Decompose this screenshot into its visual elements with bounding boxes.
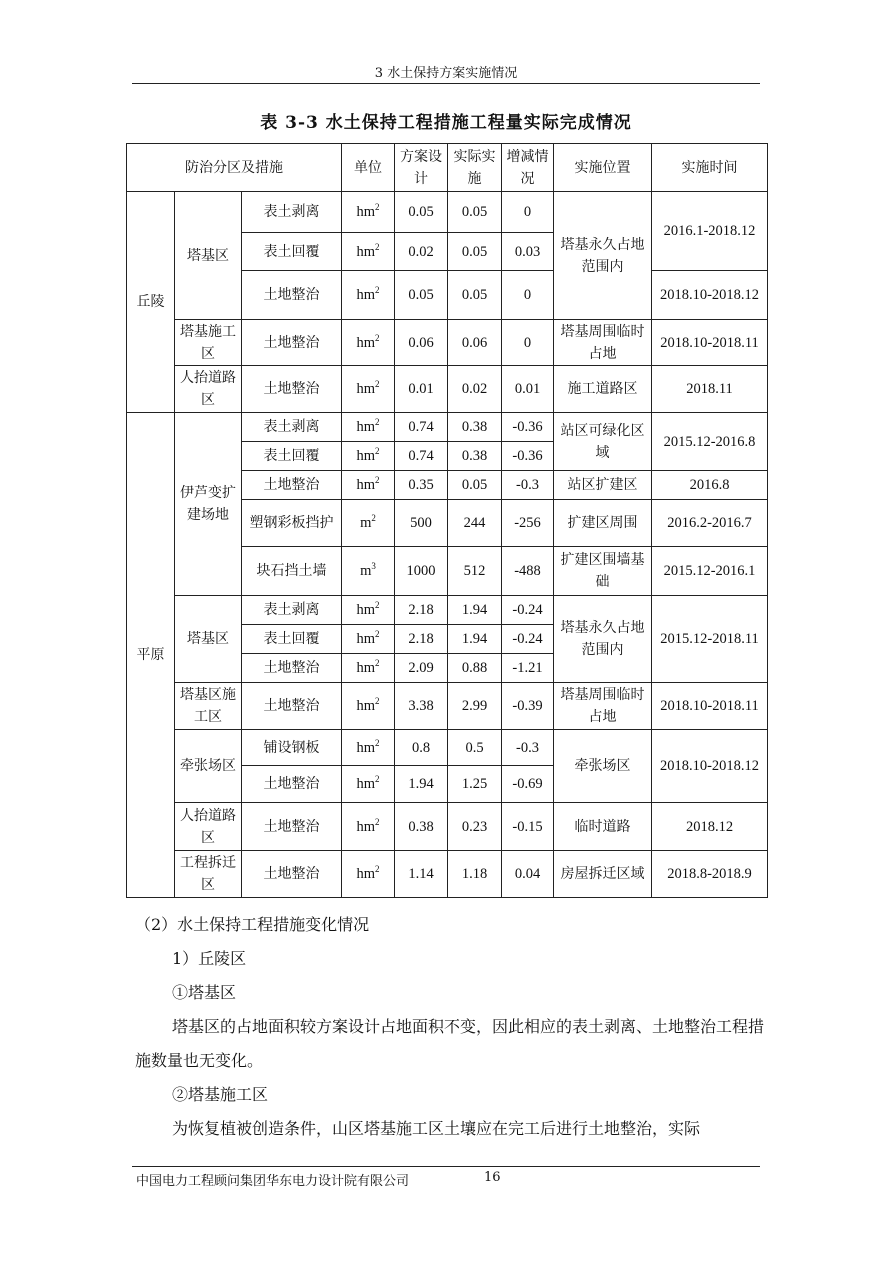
measure-cell: 表土剥离	[242, 596, 342, 625]
location-cell: 牵张场区	[554, 730, 652, 803]
location-cell: 站区可绿化区域	[554, 413, 652, 471]
table-row	[127, 320, 768, 366]
location-cell: 房屋拆迁区域	[554, 851, 652, 898]
measure-cell: 表土剥离	[242, 413, 342, 442]
actual-cell: 0.05	[448, 233, 502, 271]
design-cell: 0.02	[395, 233, 448, 271]
measure-cell: 表土回覆	[242, 625, 342, 654]
actual-cell: 0.06	[448, 320, 502, 366]
design-cell: 2.09	[395, 654, 448, 683]
measure-cell: 土地整治	[242, 654, 342, 683]
region-cell: 平原	[127, 413, 175, 898]
diff-cell: -0.69	[502, 766, 554, 803]
time-cell: 2015.12-2018.11	[652, 596, 768, 683]
time-cell: 2015.12-2016.1	[652, 547, 768, 596]
actual-cell: 244	[448, 500, 502, 547]
location-cell: 塔基周围临时占地	[554, 320, 652, 366]
col-header-time: 实施时间	[652, 144, 768, 192]
body-text	[135, 908, 765, 1146]
region-cell: 丘陵	[127, 192, 175, 413]
time-cell: 2018.10-2018.11	[652, 320, 768, 366]
location-cell: 塔基永久占地范围内	[554, 596, 652, 683]
time-cell: 2018.12	[652, 803, 768, 851]
unit-cell: $hm^2$	[342, 730, 395, 766]
unit-cell: $hm^2$	[342, 271, 395, 320]
actual-cell: 0.05	[448, 192, 502, 233]
table-header-row	[127, 144, 768, 192]
design-cell: 0.01	[395, 366, 448, 413]
location-cell: 临时道路	[554, 803, 652, 851]
design-cell: 2.18	[395, 625, 448, 654]
actual-cell: 0.38	[448, 413, 502, 442]
running-header: 3 水土保持方案实施情况	[374, 66, 518, 81]
actual-cell: 0.02	[448, 366, 502, 413]
time-cell: 2016.1-2018.12	[652, 192, 768, 271]
subsection-heading: ①塔基区	[172, 983, 237, 1002]
actual-cell: 0.88	[448, 654, 502, 683]
measure-cell: 土地整治	[242, 766, 342, 803]
zone-cell: 塔基区	[175, 596, 242, 683]
time-cell: 2015.12-2016.8	[652, 413, 768, 471]
measure-cell: 土地整治	[242, 471, 342, 500]
measure-cell: 铺设钢板	[242, 730, 342, 766]
unit-cell: $m^2$	[342, 500, 395, 547]
diff-cell: -0.3	[502, 471, 554, 500]
diff-cell: -488	[502, 547, 554, 596]
table-row	[127, 683, 768, 730]
col-header-diff: 增减情况	[502, 144, 554, 192]
unit-cell: $hm^2$	[342, 596, 395, 625]
actual-cell: 0.23	[448, 803, 502, 851]
design-cell: 0.74	[395, 442, 448, 471]
measure-cell: 表土回覆	[242, 233, 342, 271]
diff-cell: -256	[502, 500, 554, 547]
measure-cell: 土地整治	[242, 271, 342, 320]
diff-cell: -1.21	[502, 654, 554, 683]
location-cell: 施工道路区	[554, 366, 652, 413]
measure-cell: 表土剥离	[242, 192, 342, 233]
actual-cell: 1.18	[448, 851, 502, 898]
table-row	[127, 803, 768, 851]
col-header-actual: 实际实施	[448, 144, 502, 192]
unit-cell: $hm^2$	[342, 320, 395, 366]
diff-cell: -0.24	[502, 596, 554, 625]
time-cell: 2016.8	[652, 471, 768, 500]
diff-cell: 0.04	[502, 851, 554, 898]
footer-rule	[132, 1166, 760, 1167]
design-cell: 0.05	[395, 271, 448, 320]
design-cell: 0.05	[395, 192, 448, 233]
unit-cell: $hm^2$	[342, 233, 395, 271]
measure-cell: 塑钢彩板挡护	[242, 500, 342, 547]
paragraph: 塔基区的占地面积较方案设计占地面积不变，因此相应的表土剥离、土地整治工程措施数量也无变化。	[135, 1017, 765, 1070]
unit-cell: $hm^2$	[342, 413, 395, 442]
unit-cell: $hm^2$	[342, 192, 395, 233]
time-cell: 2018.11	[652, 366, 768, 413]
zone-cell: 工程拆迁区	[175, 851, 242, 898]
unit-cell: $hm^2$	[342, 471, 395, 500]
diff-cell: 0	[502, 192, 554, 233]
col-header-zone: 防治分区及措施	[127, 144, 342, 192]
table-row	[127, 192, 768, 233]
subsection-heading: 1）丘陵区	[172, 949, 247, 968]
design-cell: 1.14	[395, 851, 448, 898]
zone-cell: 塔基施工区	[175, 320, 242, 366]
diff-cell: 0.01	[502, 366, 554, 413]
measures-table	[126, 143, 768, 898]
actual-cell: 2.99	[448, 683, 502, 730]
table-row	[127, 851, 768, 898]
zone-cell: 塔基区施工区	[175, 683, 242, 730]
measure-cell: 土地整治	[242, 851, 342, 898]
table-title: 表 3-3 水土保持工程措施工程量实际完成情况	[260, 113, 632, 133]
zone-cell: 塔基区	[175, 192, 242, 320]
measure-cell: 土地整治	[242, 803, 342, 851]
diff-cell: -0.36	[502, 442, 554, 471]
actual-cell: 0.05	[448, 471, 502, 500]
unit-cell: $hm^2$	[342, 766, 395, 803]
actual-cell: 0.5	[448, 730, 502, 766]
actual-cell: 0.05	[448, 271, 502, 320]
measure-cell: 块石挡土墙	[242, 547, 342, 596]
unit-cell: $hm^2$	[342, 442, 395, 471]
diff-cell: -0.39	[502, 683, 554, 730]
actual-cell: 1.94	[448, 625, 502, 654]
diff-cell: -0.3	[502, 730, 554, 766]
zone-cell: 伊芦变扩建场地	[175, 413, 242, 596]
col-header-design: 方案设计	[395, 144, 448, 192]
unit-cell: $hm^2$	[342, 654, 395, 683]
zone-cell: 人抬道路区	[175, 366, 242, 413]
table-row	[127, 730, 768, 766]
design-cell: 0.35	[395, 471, 448, 500]
diff-cell: 0.03	[502, 233, 554, 271]
diff-cell: 0	[502, 271, 554, 320]
design-cell: 2.18	[395, 596, 448, 625]
diff-cell: -0.36	[502, 413, 554, 442]
unit-cell: $m^3$	[342, 547, 395, 596]
zone-cell: 人抬道路区	[175, 803, 242, 851]
unit-cell: $hm^2$	[342, 683, 395, 730]
measure-cell: 土地整治	[242, 366, 342, 413]
design-cell: 500	[395, 500, 448, 547]
location-cell: 扩建区围墙基础	[554, 547, 652, 596]
actual-cell: 1.94	[448, 596, 502, 625]
time-cell: 2018.10-2018.12	[652, 271, 768, 320]
zone-cell: 牵张场区	[175, 730, 242, 803]
time-cell: 2018.10-2018.11	[652, 683, 768, 730]
page-number: 16	[484, 1170, 501, 1185]
location-cell: 扩建区周围	[554, 500, 652, 547]
measure-cell: 表土回覆	[242, 442, 342, 471]
table-row	[127, 413, 768, 442]
col-header-location: 实施位置	[554, 144, 652, 192]
design-cell: 0.06	[395, 320, 448, 366]
design-cell: 3.38	[395, 683, 448, 730]
unit-cell: $hm^2$	[342, 851, 395, 898]
actual-cell: 1.25	[448, 766, 502, 803]
location-cell: 塔基永久占地范围内	[554, 192, 652, 320]
table-row	[127, 596, 768, 625]
time-cell: 2018.10-2018.12	[652, 730, 768, 803]
location-cell: 塔基周围临时占地	[554, 683, 652, 730]
actual-cell: 0.38	[448, 442, 502, 471]
diff-cell: -0.15	[502, 803, 554, 851]
diff-cell: -0.24	[502, 625, 554, 654]
unit-cell: $hm^2$	[342, 803, 395, 851]
paragraph: 为恢复植被创造条件，山区塔基施工区土壤应在完工后进行土地整治，实际	[172, 1119, 701, 1138]
actual-cell: 512	[448, 547, 502, 596]
section-heading: （2）水土保持工程措施变化情况	[135, 915, 370, 934]
header-rule	[132, 83, 760, 84]
subsection-heading: ②塔基施工区	[172, 1085, 269, 1104]
design-cell: 1000	[395, 547, 448, 596]
unit-cell: $hm^2$	[342, 366, 395, 413]
design-cell: 0.8	[395, 730, 448, 766]
unit-cell: $hm^2$	[342, 625, 395, 654]
design-cell: 1.94	[395, 766, 448, 803]
table-row	[127, 366, 768, 413]
diff-cell: 0	[502, 320, 554, 366]
time-cell: 2016.2-2016.7	[652, 500, 768, 547]
measure-cell: 土地整治	[242, 320, 342, 366]
time-cell: 2018.8-2018.9	[652, 851, 768, 898]
design-cell: 0.38	[395, 803, 448, 851]
col-header-unit: 单位	[342, 144, 395, 192]
design-cell: 0.74	[395, 413, 448, 442]
location-cell: 站区扩建区	[554, 471, 652, 500]
measure-cell: 土地整治	[242, 683, 342, 730]
footer-company: 中国电力工程顾问集团华东电力设计院有限公司	[136, 1174, 410, 1189]
